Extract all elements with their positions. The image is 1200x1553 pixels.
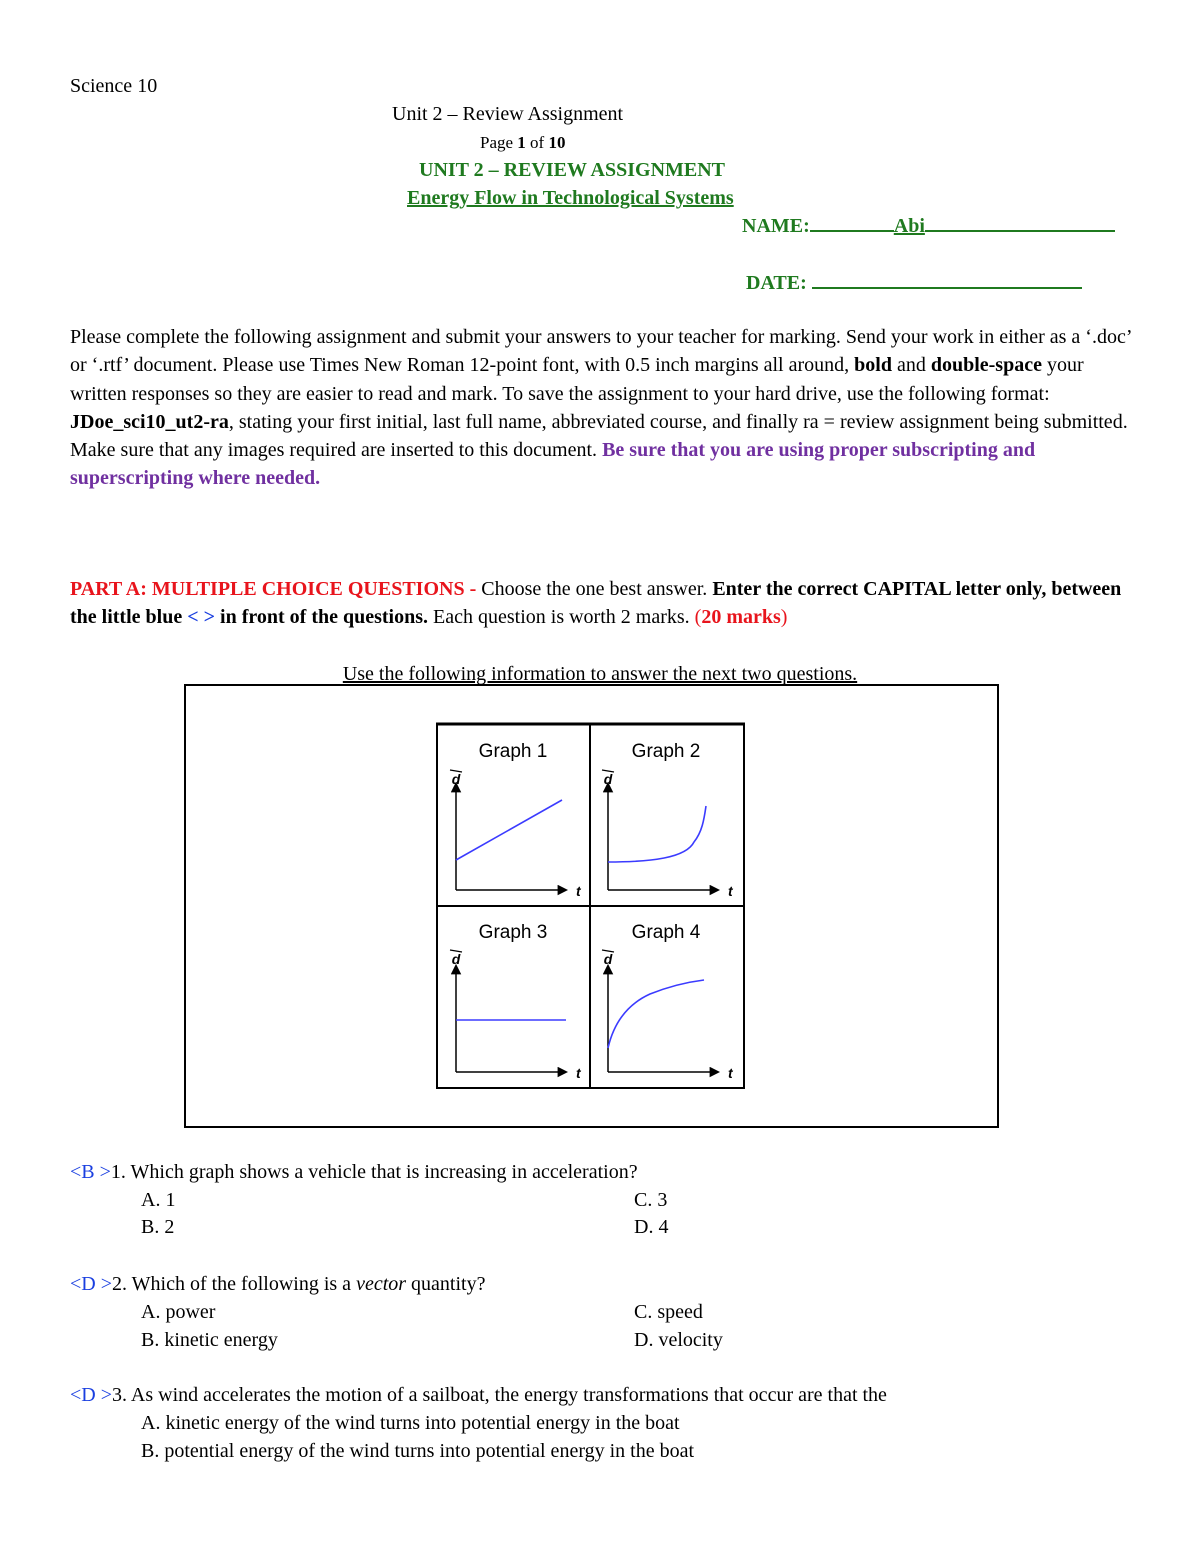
page-current: 1 (517, 133, 526, 152)
instructions-bold-2: double-space (930, 354, 1042, 377)
answer-box-1[interactable]: <B > (70, 1161, 111, 1183)
question-2-emphasis: vector (356, 1273, 407, 1295)
q1-option-c: C. 3 (634, 1189, 668, 1211)
answer-3-value[interactable]: D (81, 1384, 96, 1406)
graph-1-title: Graph 1 (478, 741, 548, 762)
graph-3-x-label: t (576, 1065, 581, 1081)
course-label: Science 10 (70, 75, 158, 97)
figure-caption (0, 660, 1200, 688)
graph-4-title: Graph 4 (631, 922, 701, 943)
part-a-bold-2: in front of the questions. (215, 606, 429, 629)
page-number (480, 131, 565, 155)
name-label: NAME: (742, 215, 810, 237)
graph-1 (450, 741, 582, 899)
page-of: of (525, 133, 549, 152)
instructions-highlight: Be sure that you are using proper subscripting and superscripting where needed. (70, 439, 1036, 490)
assignment-title: UNIT 2 – REVIEW ASSIGNMENT (419, 159, 726, 181)
graph-4-y-label: d (603, 951, 613, 967)
graph-2 (602, 741, 734, 899)
q3-option-a: A. kinetic energy of the wind turns into potential energy in the boat (141, 1412, 680, 1434)
graph-1-y-label: d (451, 771, 461, 787)
date-label: DATE: (746, 272, 807, 294)
date-field[interactable] (812, 271, 1082, 289)
instructions-text-3: your written responses so they are easier to read and mark. To save the assignment to your hard drive, use the following format: (70, 354, 1084, 405)
graph-4-x-label: t (728, 1065, 733, 1081)
q1-option-b: B. 2 (141, 1216, 175, 1238)
date-row (746, 269, 1082, 297)
graph-3 (450, 922, 582, 1081)
answer-1-value[interactable]: B (81, 1161, 95, 1183)
name-value[interactable]: Abi (893, 215, 925, 237)
graph-3-title: Graph 3 (478, 922, 548, 943)
graph-3-y-label: d (451, 951, 461, 967)
instructions-bold-1: bold (854, 354, 892, 377)
question-3 (70, 1381, 887, 1409)
question-2-text-b: quantity? (406, 1273, 486, 1295)
q2-option-d: D. velocity (634, 1329, 723, 1351)
instructions-paragraph (70, 323, 1140, 493)
part-a-text-2: Each question is worth 2 marks. (428, 606, 695, 629)
q2-option-a: A. power (141, 1301, 216, 1323)
q3-option-b: B. potential energy of the wind turns into potential energy in the boat (141, 1440, 695, 1462)
question-1-number: 1. (110, 1161, 126, 1183)
graph-2-title: Graph 2 (631, 741, 701, 762)
name-underline-left (810, 214, 894, 232)
answer-2-value[interactable]: D (81, 1273, 96, 1295)
graph-2-x-label: t (728, 883, 733, 899)
part-a-heading (70, 575, 1140, 632)
instructions-text-4: , stating your first initial, last full name, abbreviated course, and finally ra = review assignment being submitted. Make sure that any images required are inserted to this document. (70, 410, 1128, 462)
answer-box-2[interactable]: <D > (70, 1273, 113, 1295)
graph-2-curve (608, 806, 706, 862)
question-2-number: 2. (112, 1273, 128, 1295)
instructions-text-2: and (891, 354, 931, 377)
q1-option-d: D. 4 (634, 1216, 669, 1238)
question-2 (70, 1270, 485, 1298)
figure-caption-text: Use the following information to answer the next two questions. (342, 663, 858, 685)
question-2-text-a: Which of the following is a (127, 1273, 357, 1295)
graph-4 (602, 922, 734, 1081)
graph-4-curve (608, 980, 704, 1048)
page-prefix: Page (480, 133, 518, 152)
assignment-subtitle: Energy Flow in Technological Systems (407, 187, 734, 209)
part-a-text-1: Choose the one best answer. (481, 578, 713, 600)
name-row (742, 212, 1115, 240)
part-a-title: PART A: MULTIPLE CHOICE QUESTIONS - (70, 578, 482, 600)
page-total: 10 (548, 133, 566, 152)
part-a-marks: (20 marks) (694, 606, 788, 629)
part-a-marks-bold: 20 marks (701, 606, 781, 629)
name-underline-right (925, 214, 1115, 232)
graph-2-y-label: d (603, 771, 613, 787)
file-format-example: JDoe_sci10_ut2-ra (70, 410, 229, 433)
graphs-figure (436, 722, 746, 1090)
question-3-number: 3. (112, 1384, 128, 1406)
q2-option-b: B. kinetic energy (141, 1329, 278, 1351)
part-a-bold-1: Enter the correct CAPITAL letter only, between the little blue (70, 578, 1122, 629)
graph-1-curve (456, 800, 562, 860)
question-1 (70, 1158, 638, 1186)
document-title: Unit 2 – Review Assignment (392, 103, 624, 125)
graph-1-x-label: t (576, 883, 581, 899)
q1-option-a: A. 1 (141, 1189, 176, 1211)
instructions-text-1: Please complete the following assignment and submit your answers to your teacher for marking. Send your work in either as a ‘.doc’ or ‘.rtf’ document. Please use Times New Roman 12-point font, with 0.5 inch margins all around, (70, 326, 1132, 377)
question-1-text: Which graph shows a vehicle that is increasing in acceleration? (125, 1161, 638, 1183)
answer-box-3[interactable]: <D > (70, 1384, 113, 1406)
q2-option-c: C. speed (634, 1301, 703, 1323)
blue-brackets: < > (187, 606, 216, 629)
question-3-text: As wind accelerates the motion of a sailboat, the energy transformations that occur are that the (127, 1384, 887, 1406)
